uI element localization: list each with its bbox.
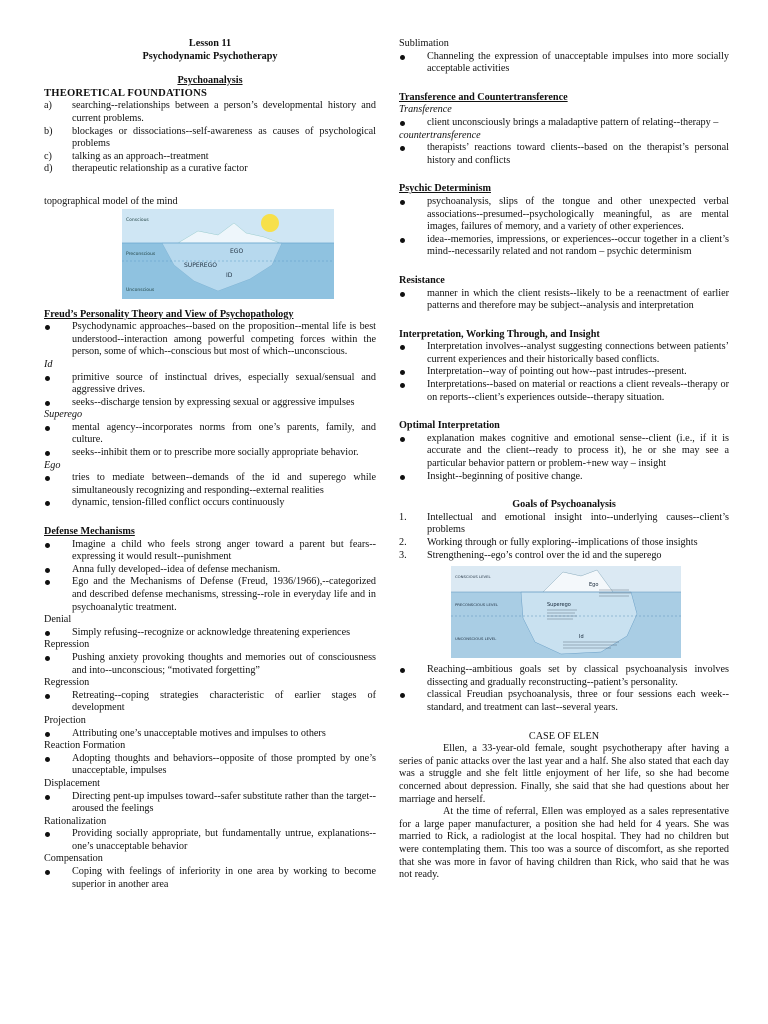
goal-bullets bbox=[399, 664, 729, 714]
superego-label: Superego bbox=[547, 602, 571, 609]
case-heading: CASE OF ELEN bbox=[528, 730, 600, 742]
resistance-heading: Resistance bbox=[399, 274, 445, 286]
list-item: Adopting thoughts and behaviors--opposite of those prompted by one’s unacceptable, impulses bbox=[44, 753, 376, 778]
bullet-icon bbox=[45, 580, 50, 585]
bullet-icon bbox=[400, 121, 405, 126]
list-item: Insight--beginning of positive change. bbox=[399, 471, 729, 484]
mechanism-name: Displacement bbox=[44, 777, 101, 789]
list-item: mental agency--incorporates norms from one’s parents, family, and culture. bbox=[44, 422, 376, 447]
optimal-bullets bbox=[399, 433, 729, 483]
bullet-icon bbox=[400, 200, 405, 205]
mechanism-name: Regression bbox=[44, 677, 90, 689]
conscious-level-label: CONSCIOUS LEVEL bbox=[455, 574, 491, 580]
list-item: Interpretation involves--analyst suggesting connections between patients’ current experiences and their historically based conflicts. bbox=[399, 341, 729, 366]
bullet-icon bbox=[45, 501, 50, 506]
superego-label: Superego bbox=[44, 409, 83, 421]
bullet-icon bbox=[400, 370, 405, 375]
list-item: classical Freudian psychoanalysis, three or four sessions each week--standard, and treatment can last--several years. bbox=[399, 689, 729, 714]
bullet-icon bbox=[45, 451, 50, 456]
sublimation-label: Sublimation bbox=[399, 38, 449, 49]
list-item: psychoanalysis, slips of the tongue and other unexpected verbal associations--presumed--psychologically meaningful, as are mental images, failures of memory, and a variety of other experiences. bbox=[399, 196, 729, 234]
list-item: Reaching--ambitious goals set by classical psychoanalysis involves dissecting and gradually reconstructing--patient’s personality. bbox=[399, 664, 729, 689]
list-item: Simply refusing--recognize or acknowledge threatening experiences bbox=[44, 627, 376, 640]
bullet-icon bbox=[400, 437, 405, 442]
bullet-icon bbox=[400, 383, 405, 388]
bullet-icon bbox=[45, 832, 50, 837]
preconscious-label: Preconscious bbox=[126, 251, 156, 257]
ego-label: Ego bbox=[589, 582, 599, 589]
bullet-icon bbox=[45, 656, 50, 661]
interpretation-bullets bbox=[399, 341, 729, 404]
mechanism-name: Reaction Formation bbox=[44, 740, 126, 752]
list-item: Psychodynamic approaches--based on the proposition--mental life is best understood--interaction among powerful competing forces within the person, some of which--conscious but most of which--unconscious. bbox=[44, 321, 376, 359]
bullet-icon bbox=[400, 55, 405, 60]
lesson-subtitle: Psychodynamic Psychotherapy bbox=[142, 50, 278, 62]
transference-label: Transference bbox=[399, 104, 452, 116]
list-item: therapists’ reactions toward clients--based on the therapist’s personal history and conflicts bbox=[399, 142, 729, 167]
list-item: dynamic, tension-filled conflict occurs continuously bbox=[44, 497, 376, 510]
bullet-icon bbox=[400, 693, 405, 698]
unconscious-label: Unconscious bbox=[126, 287, 155, 293]
list-marker: 3. bbox=[399, 549, 407, 561]
case-paragraph: Ellen, a 33-year-old female, sought psychotherapy after having a series of panic attacks over the last year and a half. She also stated that each day was a struggle and she felt little enjoyment of her life, so she had become concerned about depression. Finally, she said that she had questions about her marriage and herself. bbox=[399, 743, 729, 805]
id-label: Id bbox=[44, 358, 53, 370]
bullet-icon bbox=[400, 475, 405, 480]
bullet-icon bbox=[400, 292, 405, 297]
mechanism-name: Rationalization bbox=[44, 815, 107, 827]
mechanism-name: Denial bbox=[44, 614, 72, 626]
ego-label: EGO bbox=[230, 247, 244, 255]
case-paragraphs bbox=[399, 743, 729, 882]
right-column bbox=[399, 38, 729, 882]
bullet-icon bbox=[45, 757, 50, 762]
list-item: primitive source of instinctual drives, especially sexual/sensual and aggressive drives. bbox=[44, 372, 376, 397]
iceberg-diagram bbox=[122, 209, 334, 299]
ego-label: Ego bbox=[44, 459, 61, 471]
list-item: Retreating--coping strategies characteristic of earlier stages of development bbox=[44, 690, 376, 715]
list-item: Ego and the Mechanisms of Defense (Freud, 1936/1966),--categorized and described defense mechanisms, stressing--role in everyday life and in psychoanalytic treatment. bbox=[44, 576, 376, 614]
topographical-model-label: topographical model of the mind bbox=[44, 195, 178, 207]
goals-heading: Goals of Psychoanalysis bbox=[512, 499, 616, 511]
list-item: seeks--discharge tension by expressing sexual or aggressive impulses bbox=[44, 397, 376, 410]
list-item: idea--memories, impressions, or experiences--occur together in a client’s mind--necessarily related and not random – psychic determinism bbox=[399, 234, 729, 259]
lesson-title: Lesson 11 bbox=[188, 38, 232, 49]
mechanism-name: Repression bbox=[44, 639, 90, 651]
bullet-icon bbox=[45, 732, 50, 737]
conscious-label: Conscious bbox=[126, 217, 149, 223]
list-item: Anna fully developed--idea of defense mechanism. bbox=[44, 564, 376, 577]
list-item: a) searching--relationships between a person’s developmental history and current problems. bbox=[44, 100, 376, 124]
unconscious-level-label: UNCONSCIOUS LEVEL bbox=[455, 636, 497, 642]
list-item: 1. Intellectual and emotional insight into--underlying causes--client’s problems bbox=[399, 511, 729, 536]
case-paragraph: At the time of referral, Ellen was employed as a sales representative for a large paper manufacturer, a position she had held for 4 years. She was married to Rick, a radiologist at the local hospital. They had no children but were contemplating them. This too was a source of discomfort, as she reported that she was more in favor of having children than Rick, who said that he was not ready. bbox=[399, 806, 729, 881]
list-marker: a) bbox=[44, 100, 52, 112]
bullet-icon bbox=[45, 426, 50, 431]
psychic-determinism-heading: Psychic Determinism bbox=[399, 183, 491, 195]
list-item: d) therapeutic relationship as a curative factor bbox=[44, 163, 248, 175]
bullet-icon bbox=[45, 568, 50, 573]
list-marker: d) bbox=[44, 163, 53, 175]
bullet-icon bbox=[45, 795, 50, 800]
list-item: 3. Strengthening--ego’s control over the id and the superego bbox=[399, 549, 662, 561]
bullet-icon bbox=[45, 694, 50, 699]
goals-list bbox=[399, 512, 729, 562]
preconscious-level-label: PRECONSCIOUS LEVEL bbox=[455, 602, 498, 608]
list-marker: c) bbox=[44, 150, 52, 162]
foundations-list bbox=[44, 100, 376, 176]
id-label: Id bbox=[579, 634, 584, 641]
theoretical-foundations-heading: THEORETICAL FOUNDATIONS bbox=[44, 87, 208, 99]
iceberg-figure-small bbox=[122, 209, 334, 299]
list-item: Interpretation--way of pointing out how--past intrudes--present. bbox=[399, 366, 729, 379]
interpretation-heading: Interpretation, Working Through, and Insight bbox=[399, 328, 600, 340]
superego-bullets bbox=[44, 422, 376, 460]
list-item: Directing pent-up impulses toward--safer substitute rather than the target--aroused the feelings bbox=[44, 791, 376, 816]
mechanism-name: Compensation bbox=[44, 853, 103, 865]
freud-bullets bbox=[44, 321, 376, 359]
psychoanalysis-heading: Psychoanalysis bbox=[177, 75, 243, 87]
bullet-icon bbox=[400, 146, 405, 151]
ego-bullets bbox=[44, 472, 376, 510]
transference-heading: Transference and Countertransference bbox=[399, 91, 568, 103]
list-marker: 1. bbox=[399, 511, 407, 523]
list-item: b) blockages or dissociations--self-awareness as causes of psychological problems bbox=[44, 125, 376, 150]
list-item: Coping with feelings of inferiority in one area by working to become superior in another area bbox=[44, 866, 376, 891]
list-item: Imagine a child who feels strong anger toward a parent but fears--expressing it would result--punishment bbox=[44, 539, 376, 564]
bullet-icon bbox=[400, 345, 405, 350]
list-item: explanation makes cognitive and emotional sense--client (i.e., if it is accurate and the client--ready to process it), he or she may see a particular behavior pattern or problem-+new way – insight bbox=[399, 433, 729, 471]
list-item: Attributing one’s unacceptable motives and impulses to others bbox=[44, 728, 376, 741]
bullet-icon bbox=[45, 631, 50, 636]
mechanism-name: Projection bbox=[44, 714, 86, 726]
list-item: c) talking as an approach--treatment bbox=[44, 150, 209, 162]
optimal-interpretation-heading: Optimal Interpretation bbox=[399, 420, 500, 432]
list-item: manner in which the client resists--likely to be a reenactment of earlier patterns and therefore may be subject--analysis and interpretation bbox=[399, 288, 729, 313]
iceberg-levels-diagram bbox=[451, 566, 681, 658]
superego-label: SUPEREGO bbox=[184, 261, 217, 269]
list-marker: b) bbox=[44, 125, 53, 137]
list-item: Providing socially appropriate, but fundamentally untrue, explanations--one’s unacceptable behavior bbox=[44, 828, 376, 853]
mechanism-list bbox=[44, 614, 376, 891]
bullet-icon bbox=[45, 476, 50, 481]
bullet-icon bbox=[400, 668, 405, 673]
bullet-icon bbox=[400, 238, 405, 243]
id-label: ID bbox=[226, 271, 233, 279]
list-item: seeks--inhibit them or to prescribe more socially appropriate behavior. bbox=[44, 447, 376, 460]
countertransference-label: countertransference bbox=[399, 129, 481, 141]
left-column bbox=[44, 38, 376, 891]
list-item: tries to mediate between--demands of the id and superego while simultaneously recognizing and responding--external realities bbox=[44, 472, 376, 497]
list-item: Pushing anxiety provoking thoughts and memories out of consciousness and into--unconscious; “motivated forgetting” bbox=[44, 652, 376, 677]
bullet-icon bbox=[45, 325, 50, 330]
psychic-bullets bbox=[399, 196, 729, 259]
list-marker: 2. bbox=[399, 537, 407, 548]
bullet-icon bbox=[45, 870, 50, 875]
id-bullets bbox=[44, 372, 376, 410]
list-item: 2. Working through or fully exploring--implications of those insights bbox=[399, 537, 698, 548]
iceberg-figure-large bbox=[451, 566, 681, 658]
bullet-icon bbox=[45, 543, 50, 548]
defense-mechanisms-heading: Defense Mechanisms bbox=[44, 526, 135, 538]
bullet-icon bbox=[45, 376, 50, 381]
list-item: Interpretations--based on material or reactions a client reveals--therapy or on reports--client’s experiences outside--therapy situation. bbox=[399, 379, 729, 404]
resistance-bullets bbox=[399, 288, 729, 313]
bullet-icon bbox=[45, 401, 50, 406]
list-item: client unconsciously brings a maladaptive pattern of relating--therapy – bbox=[399, 117, 729, 130]
list-item: Channeling the expression of unacceptable impulses into more socially acceptable activities bbox=[399, 51, 729, 76]
freud-heading: Freud’s Personality Theory and View of Psychopathology bbox=[44, 308, 294, 320]
defense-bullets bbox=[44, 539, 376, 615]
